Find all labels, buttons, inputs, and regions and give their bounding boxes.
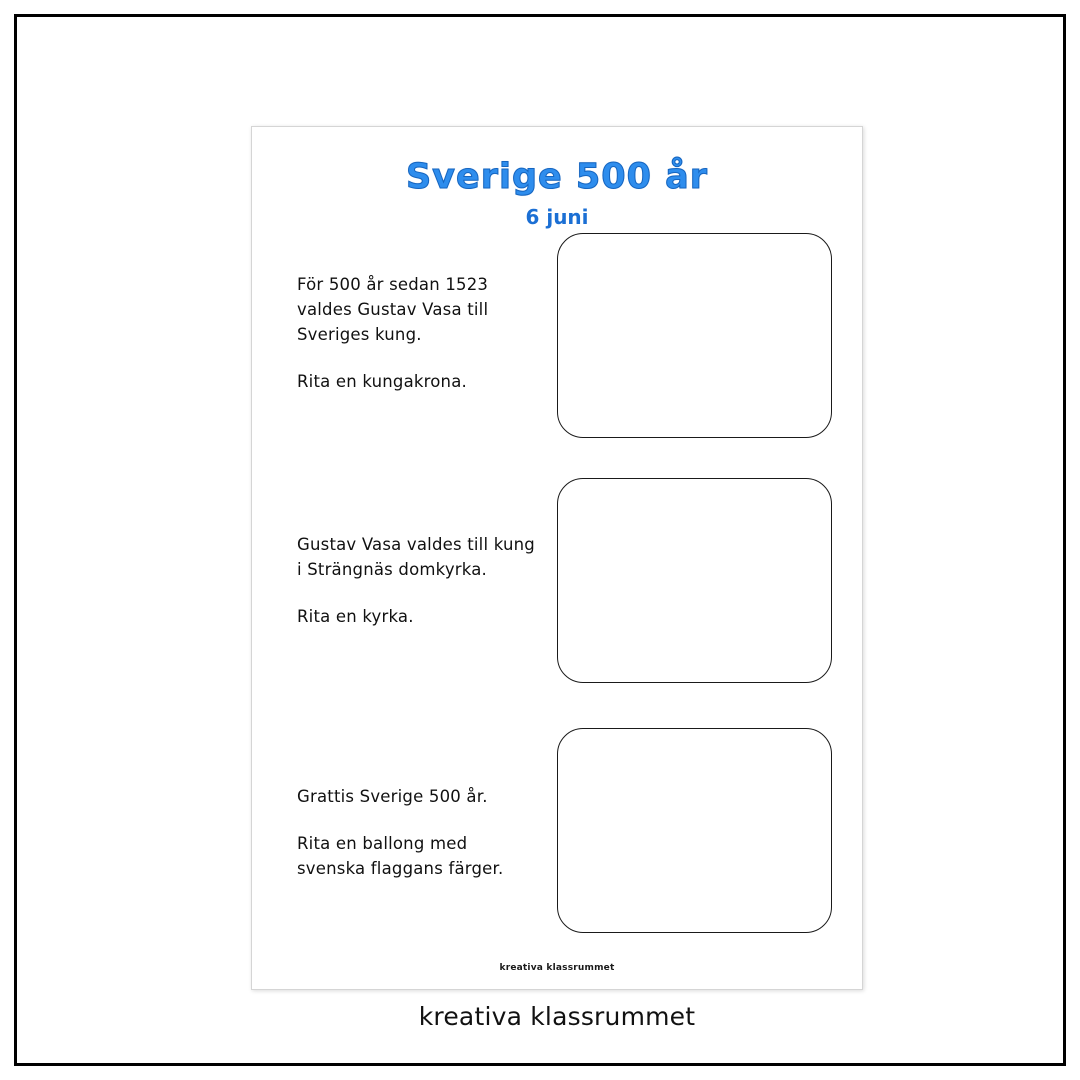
outer-frame xyxy=(14,14,1066,1066)
task-row-3 xyxy=(252,722,862,932)
task-2-fact: Gustav Vasa valdes till kung i Strängnäs domkyrka. xyxy=(297,535,535,580)
task-row-2 xyxy=(252,472,862,682)
task-1-instruction: Rita en kungakrona. xyxy=(297,372,467,392)
worksheet-title: Sverige 500 år xyxy=(405,157,709,197)
task-3-instruction: Rita en ballong med svenska flaggans färger. xyxy=(297,834,504,879)
task-row-1 xyxy=(252,227,862,437)
task-1-text xyxy=(297,272,537,394)
drawing-box-1[interactable] xyxy=(557,233,832,438)
worksheet-page xyxy=(251,126,863,990)
brand-caption: kreativa klassrummet xyxy=(418,1002,696,1031)
task-1-fact: För 500 år sedan 1523 valdes Gustav Vasa till Sveriges kung. xyxy=(297,275,489,345)
worksheet-footer-credit: kreativa klassrummet xyxy=(499,963,615,973)
task-3-fact: Grattis Sverige 500 år. xyxy=(297,787,488,806)
task-2-instruction: Rita en kyrka. xyxy=(297,607,414,627)
task-3-text xyxy=(297,784,537,881)
drawing-box-2[interactable] xyxy=(557,478,832,683)
task-2-text xyxy=(297,532,537,629)
drawing-box-3[interactable] xyxy=(557,728,832,933)
worksheet-subtitle: 6 juni xyxy=(525,205,589,229)
